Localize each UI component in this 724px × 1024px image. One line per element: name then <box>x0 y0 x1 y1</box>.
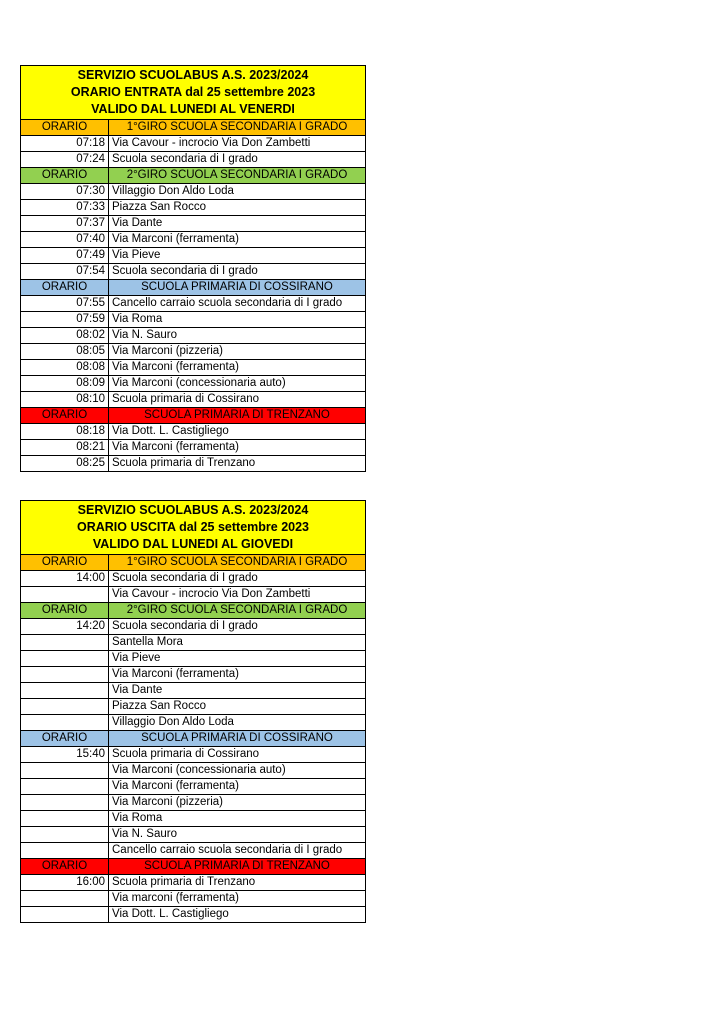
stop-time <box>21 587 109 603</box>
stop-time <box>21 827 109 843</box>
section-header <box>21 408 366 424</box>
stop-time: 08:25 <box>21 456 109 472</box>
title-row <box>21 66 366 120</box>
stop-time: 16:00 <box>21 875 109 891</box>
table-row <box>21 715 366 731</box>
stop-name: Scuola secondaria di I grado <box>109 152 366 168</box>
section-title: SCUOLA PRIMARIA DI COSSIRANO <box>109 731 366 747</box>
stop-time <box>21 715 109 731</box>
table-row <box>21 843 366 859</box>
stop-name: Via Pieve <box>109 651 366 667</box>
time-column-header: ORARIO <box>21 120 109 136</box>
table-row <box>21 683 366 699</box>
stop-time: 08:21 <box>21 440 109 456</box>
stop-name: Via Cavour - incrocio Via Don Zambetti <box>109 587 366 603</box>
table-row <box>21 296 366 312</box>
stop-time <box>21 795 109 811</box>
stop-name: Villaggio Don Aldo Loda <box>109 715 366 731</box>
table-row <box>21 328 366 344</box>
stop-time <box>21 843 109 859</box>
table-row <box>21 344 366 360</box>
section-title: 2°GIRO SCUOLA SECONDARIA I GRADO <box>109 603 366 619</box>
stop-name: Cancello carraio scuola secondaria di I grado <box>109 296 366 312</box>
stop-name: Via N. Sauro <box>109 328 366 344</box>
stop-time: 07:33 <box>21 200 109 216</box>
section-title: 1°GIRO SCUOLA SECONDARIA I GRADO <box>109 120 366 136</box>
section-header <box>21 168 366 184</box>
stop-time <box>21 811 109 827</box>
title-line: ORARIO USCITA dal 25 settembre 2023 <box>76 520 310 534</box>
stop-time: 08:02 <box>21 328 109 344</box>
stop-time <box>21 891 109 907</box>
schedule-title <box>21 501 366 555</box>
stop-name: Via Dott. L. Castigliego <box>109 907 366 923</box>
schedule-body <box>21 501 366 923</box>
stop-name: Santella Mora <box>109 635 366 651</box>
schedule-uscita-table <box>20 500 366 923</box>
section-header <box>21 280 366 296</box>
table-row <box>21 763 366 779</box>
stop-time <box>21 651 109 667</box>
time-column-header: ORARIO <box>21 859 109 875</box>
schedule-body <box>21 66 366 472</box>
stop-time: 15:40 <box>21 747 109 763</box>
schedule-title <box>21 66 366 120</box>
stop-name: Via Dante <box>109 216 366 232</box>
stop-name: Piazza San Rocco <box>109 699 366 715</box>
table-row <box>21 248 366 264</box>
stop-time: 07:54 <box>21 264 109 280</box>
section-header <box>21 603 366 619</box>
section-title: SCUOLA PRIMARIA DI COSSIRANO <box>109 280 366 296</box>
stop-time <box>21 667 109 683</box>
stop-time <box>21 699 109 715</box>
table-row <box>21 360 366 376</box>
table-row <box>21 747 366 763</box>
title-line: SERVIZIO SCUOLABUS A.S. 2023/2024 <box>77 68 309 82</box>
title-row <box>21 501 366 555</box>
stop-time: 07:24 <box>21 152 109 168</box>
table-row <box>21 424 366 440</box>
stop-name: Via marconi (ferramenta) <box>109 891 366 907</box>
time-column-header: ORARIO <box>21 168 109 184</box>
stop-time: 07:40 <box>21 232 109 248</box>
table-row <box>21 795 366 811</box>
stop-time: 08:09 <box>21 376 109 392</box>
stop-time: 07:18 <box>21 136 109 152</box>
stop-name: Scuola secondaria di I grado <box>109 264 366 280</box>
table-row <box>21 651 366 667</box>
stop-time <box>21 763 109 779</box>
stop-name: Via Marconi (ferramenta) <box>109 667 366 683</box>
title-line: VALIDO DAL LUNEDI AL GIOVEDI <box>92 537 294 551</box>
table-row <box>21 440 366 456</box>
stop-time: 07:55 <box>21 296 109 312</box>
stop-time <box>21 907 109 923</box>
stop-name: Scuola secondaria di I grado <box>109 619 366 635</box>
stop-name: Via Marconi (ferramenta) <box>109 779 366 795</box>
stop-name: Via Roma <box>109 811 366 827</box>
table-row <box>21 312 366 328</box>
stop-time <box>21 683 109 699</box>
table-row <box>21 571 366 587</box>
stop-name: Via Roma <box>109 312 366 328</box>
table-row <box>21 264 366 280</box>
table-row <box>21 891 366 907</box>
stop-name: Scuola primaria di Trenzano <box>109 875 366 891</box>
stop-name: Via Marconi (ferramenta) <box>109 440 366 456</box>
title-line: VALIDO DAL LUNEDI AL VENERDI <box>91 102 295 116</box>
table-row <box>21 875 366 891</box>
stop-time <box>21 635 109 651</box>
time-column-header: ORARIO <box>21 280 109 296</box>
stop-name: Scuola secondaria di I grado <box>109 571 366 587</box>
table-row <box>21 907 366 923</box>
section-header <box>21 555 366 571</box>
table-row <box>21 152 366 168</box>
table-row <box>21 232 366 248</box>
stop-name: Via Dante <box>109 683 366 699</box>
section-header <box>21 859 366 875</box>
table-row <box>21 200 366 216</box>
table-row <box>21 392 366 408</box>
section-title: 1°GIRO SCUOLA SECONDARIA I GRADO <box>109 555 366 571</box>
stop-name: Via Marconi (pizzeria) <box>109 344 366 360</box>
stop-name: Villaggio Don Aldo Loda <box>109 184 366 200</box>
time-column-header: ORARIO <box>21 603 109 619</box>
table-row <box>21 699 366 715</box>
stop-name: Via N. Sauro <box>109 827 366 843</box>
table-row <box>21 619 366 635</box>
stop-name: Via Marconi (concessionaria auto) <box>109 763 366 779</box>
stop-time: 08:08 <box>21 360 109 376</box>
stop-name: Via Marconi (ferramenta) <box>109 232 366 248</box>
stop-name: Via Pieve <box>109 248 366 264</box>
stop-time: 07:37 <box>21 216 109 232</box>
table-row <box>21 635 366 651</box>
table-row <box>21 216 366 232</box>
stop-time: 08:05 <box>21 344 109 360</box>
section-header <box>21 120 366 136</box>
stop-name: Via Cavour - incrocio Via Don Zambetti <box>109 136 366 152</box>
section-header <box>21 731 366 747</box>
stop-name: Scuola primaria di Cossirano <box>109 747 366 763</box>
stop-time: 08:10 <box>21 392 109 408</box>
stop-time: 07:30 <box>21 184 109 200</box>
table-row <box>21 667 366 683</box>
section-title: SCUOLA PRIMARIA DI TRENZANO <box>109 859 366 875</box>
title-line: SERVIZIO SCUOLABUS A.S. 2023/2024 <box>77 503 309 517</box>
table-row <box>21 184 366 200</box>
title-line: ORARIO ENTRATA dal 25 settembre 2023 <box>70 85 316 99</box>
stop-time: 07:59 <box>21 312 109 328</box>
stop-time <box>21 779 109 795</box>
table-row <box>21 827 366 843</box>
stop-time: 14:00 <box>21 571 109 587</box>
time-column-header: ORARIO <box>21 408 109 424</box>
stop-name: Via Marconi (pizzeria) <box>109 795 366 811</box>
stop-name: Scuola primaria di Cossirano <box>109 392 366 408</box>
schedule-entrata-table <box>20 65 366 472</box>
stop-name: Scuola primaria di Trenzano <box>109 456 366 472</box>
section-title: SCUOLA PRIMARIA DI TRENZANO <box>109 408 366 424</box>
stop-name: Cancello carraio scuola secondaria di I grado <box>109 843 366 859</box>
table-row <box>21 136 366 152</box>
stop-name: Via Marconi (concessionaria auto) <box>109 376 366 392</box>
table-row <box>21 376 366 392</box>
table-row <box>21 779 366 795</box>
stop-name: Via Dott. L. Castigliego <box>109 424 366 440</box>
stop-time: 14:20 <box>21 619 109 635</box>
time-column-header: ORARIO <box>21 555 109 571</box>
stop-name: Via Marconi (ferramenta) <box>109 360 366 376</box>
stop-time: 07:49 <box>21 248 109 264</box>
time-column-header: ORARIO <box>21 731 109 747</box>
stop-time: 08:18 <box>21 424 109 440</box>
section-title: 2°GIRO SCUOLA SECONDARIA I GRADO <box>109 168 366 184</box>
table-row <box>21 456 366 472</box>
table-row <box>21 587 366 603</box>
table-row <box>21 811 366 827</box>
stop-name: Piazza San Rocco <box>109 200 366 216</box>
